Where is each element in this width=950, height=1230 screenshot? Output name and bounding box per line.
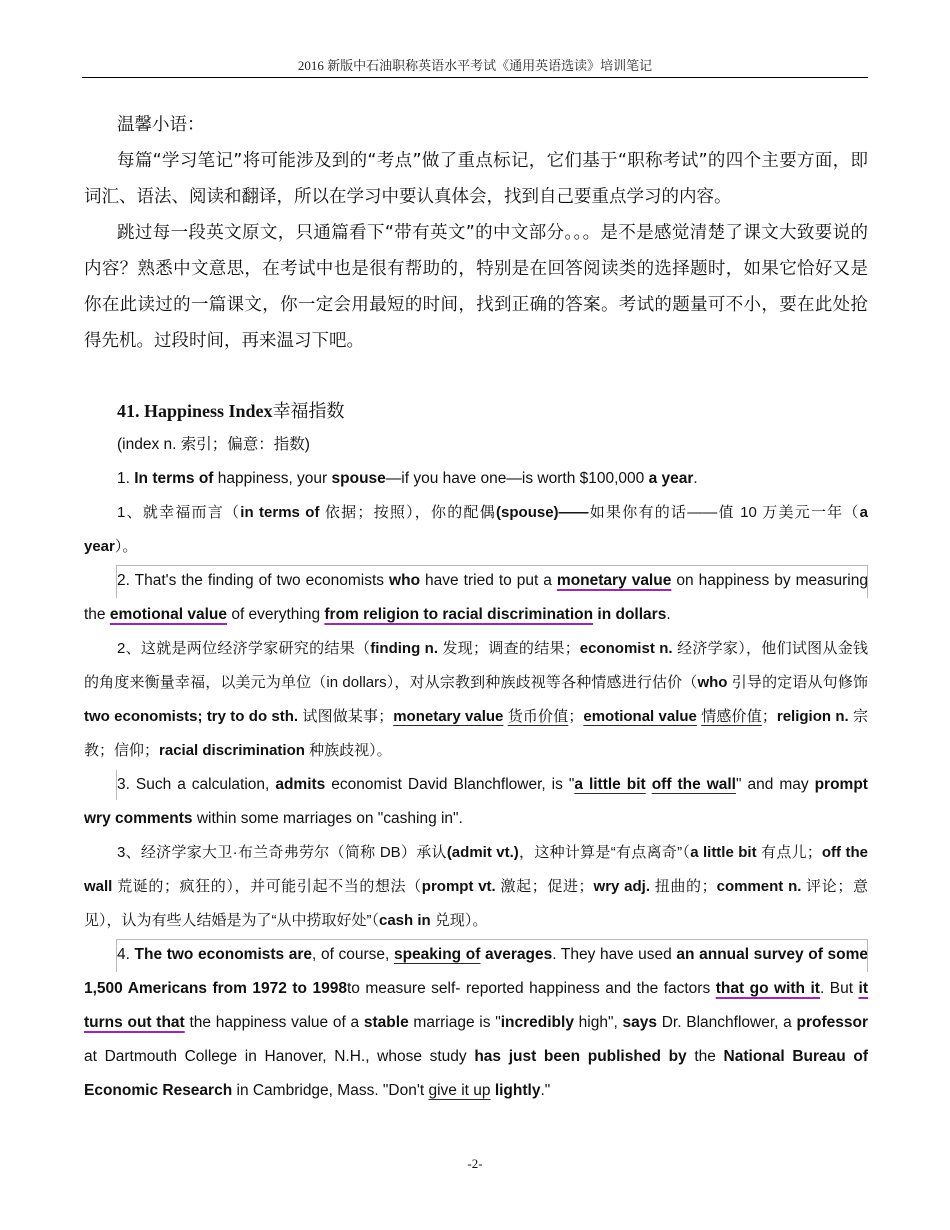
text-run: 有点儿； [756, 844, 822, 861]
key-term: economist n. [579, 640, 673, 657]
text-run: Dr. Blanchflower, a [657, 1014, 797, 1031]
text-run: 如果你有的话——值 10 万美元一年（ [588, 504, 860, 521]
text-run: 1、就幸福而言（ [117, 504, 241, 521]
page-number: -2- [467, 1156, 483, 1171]
text-run: . [666, 606, 671, 623]
text-run: ； [761, 708, 777, 725]
text-run: the happiness value of a [184, 1014, 364, 1031]
text-run: 引导的定语从句修饰 [727, 674, 868, 691]
text-run: 评论；意见），认为有些人结婚是为了“从中捞取好处”（ [84, 878, 869, 929]
key-term: has just been published by [474, 1048, 687, 1065]
key-term: from religion to racial discrimination [324, 606, 594, 623]
text-run: 荒诞的；疯狂的），并可能引起不当的想法（ [112, 878, 422, 895]
key-term: prompt wry comments [84, 776, 868, 827]
key-term: admits [275, 776, 326, 793]
key-term: prompt vt. [421, 878, 496, 895]
key-term: a little bit [574, 776, 646, 793]
text-run: 1. [117, 470, 135, 487]
key-term: who [697, 674, 728, 691]
key-term: two economists; try to do sth. [84, 708, 299, 725]
lesson-heading [84, 394, 868, 428]
key-term: in dollars [597, 606, 667, 623]
underlined-term: give it up [428, 1082, 491, 1099]
key-term: stable [363, 1014, 409, 1031]
text-run: 激起；促进； [495, 878, 594, 895]
text-run: 2. That's the finding of two economists [117, 572, 390, 589]
key-term: (spouse)—— [496, 504, 589, 521]
text-run: within some marriages on "cashing in". [192, 810, 463, 827]
lesson-title: 41. Happiness Index [117, 401, 273, 421]
key-term: religion n. [776, 708, 849, 725]
text-run: . They have used [552, 946, 677, 963]
key-term: finding n. [370, 640, 439, 657]
key-term: averages [485, 946, 553, 963]
key-term: speaking of [393, 946, 481, 963]
english-paragraph-3 [84, 768, 868, 836]
text-run: happiness, your [213, 470, 332, 487]
text-run: , of course, [312, 946, 394, 963]
english-paragraph-2 [84, 564, 868, 632]
key-term: racial discrimination [159, 742, 305, 759]
text-run: 2、这就是两位经济学家研究的结果（ [117, 640, 371, 657]
key-term: cash in [379, 912, 431, 929]
english-paragraph-4 [84, 938, 868, 1108]
tips-paragraph: 跳过每一段英文原文，只通篇看下“带有英文”的中文部分。。。是不是感觉清楚了课文大致要说的内容？熟悉中文意思，在考试中也是很有帮助的，特别是在回答阅读类的选择题时，如果它恰好又是你在此读过的一篇课文，你一定会用最短的时间，找到正确的答案。考试的题量可不小，要在此处抢得先机。过段时间，再来温习下吧。 [84, 223, 868, 351]
text-run: 经济学家），他们试图从金钱的角度来衡量幸福，以美元为单位（in dollars），对从宗教到种族歧视等各种情感进行估价（ [84, 640, 869, 691]
text-run: ，这种计算是“有点离奇”（ [518, 844, 691, 861]
text-run: " and may [736, 776, 815, 793]
key-term: an annual survey of some 1,500 Americans [84, 946, 869, 997]
text-run: high", [573, 1014, 623, 1031]
text-run: of everything [227, 606, 325, 623]
header-rule [82, 77, 868, 78]
key-term: off the wall [651, 776, 736, 793]
text-run: . [693, 470, 698, 487]
key-term: emotional value [583, 708, 697, 725]
text-run: 宗教；信仰； [84, 708, 869, 759]
key-term: that go with it [715, 980, 820, 997]
key-term: National Bureau of Economic Research [84, 1048, 869, 1099]
tips-title: 温馨小语： [117, 115, 205, 135]
text-run: ." [540, 1082, 551, 1099]
english-paragraph-1 [84, 462, 868, 496]
key-term: it turns out that [84, 980, 868, 1031]
key-term: In terms of [134, 470, 214, 487]
chinese-paragraph-1 [84, 496, 868, 564]
text-run: marriage is " [408, 1014, 501, 1031]
tips-section [84, 107, 868, 359]
tips-paragraph: 每篇“学习笔记”将可能涉及到的“考点”做了重点标记，它们基于“职称考试”的四个主要方面，即词汇、语法、阅读和翻译，所以在学习中要认真体会，找到自己要重点学习的内容。 [84, 151, 868, 207]
chinese-paragraph-3 [84, 836, 868, 938]
text-run: 依据；按照），你的配偶 [319, 504, 497, 521]
key-term: The two economists are [134, 946, 313, 963]
key-term: monetary value [556, 572, 672, 589]
text-run: 试图做某事； [298, 708, 394, 725]
text-run: 兑现）。 [430, 912, 488, 929]
text-run: —if you have one—is worth $100,000 [385, 470, 649, 487]
key-term: comment n. [716, 878, 802, 895]
lesson-section [84, 394, 868, 1108]
text-run: at Dartmouth College in Hanover, N.H., whose study [84, 1048, 475, 1065]
text-run: 发现；调查的结果； [438, 640, 580, 657]
text-run: 4. [117, 946, 135, 963]
text-run: 3. Such a calculation, [117, 776, 276, 793]
key-term: off the wall [84, 844, 868, 895]
text-run: have tried to put a [420, 572, 557, 589]
key-term: wry adj. [593, 878, 650, 895]
text-run: 扭曲的； [650, 878, 717, 895]
key-term: who [389, 572, 421, 589]
key-term: monetary value [393, 708, 504, 725]
key-term: a year [648, 470, 694, 487]
key-term: lightly [494, 1082, 541, 1099]
text-run: in Cambridge, Mass. "Don't [232, 1082, 429, 1099]
key-term: from 1972 to 1998 [212, 980, 347, 997]
text-run: to measure self- reported happiness and the factors [346, 980, 716, 997]
text-run: on happiness by measuring the [84, 572, 868, 623]
text-run: ； [568, 708, 584, 725]
chinese-paragraph-2 [84, 632, 868, 768]
text-run: 3、经济学家大卫·布兰奇弗劳尔（简称 DB）承认 [117, 844, 447, 861]
key-term: emotional value [109, 606, 228, 623]
underlined-term: 货币价值 [507, 708, 569, 725]
key-term: a year [84, 504, 869, 555]
lesson-title-cn: 幸福指数 [272, 401, 345, 421]
key-term: professor [796, 1014, 869, 1031]
key-term: says [622, 1014, 657, 1031]
key-term: (admit vt.) [446, 844, 519, 861]
key-term: a little bit [690, 844, 757, 861]
key-term: incredibly [500, 1014, 574, 1031]
key-term: spouse [331, 470, 386, 487]
vocab-note: (index n. 索引；偏意：指数) [117, 436, 310, 453]
key-term: in terms of [240, 504, 320, 521]
text-run: the [686, 1048, 724, 1065]
text-run: 种族歧视）。 [304, 742, 392, 759]
text-run: . But [819, 980, 859, 997]
text-run: ）。 [114, 538, 138, 555]
running-header: 2016 新版中石油职称英语水平考试《通用英语选读》培训笔记 [297, 58, 653, 73]
underlined-term: 情感价值 [701, 708, 762, 725]
text-run: economist David Blanchflower, is " [325, 776, 575, 793]
